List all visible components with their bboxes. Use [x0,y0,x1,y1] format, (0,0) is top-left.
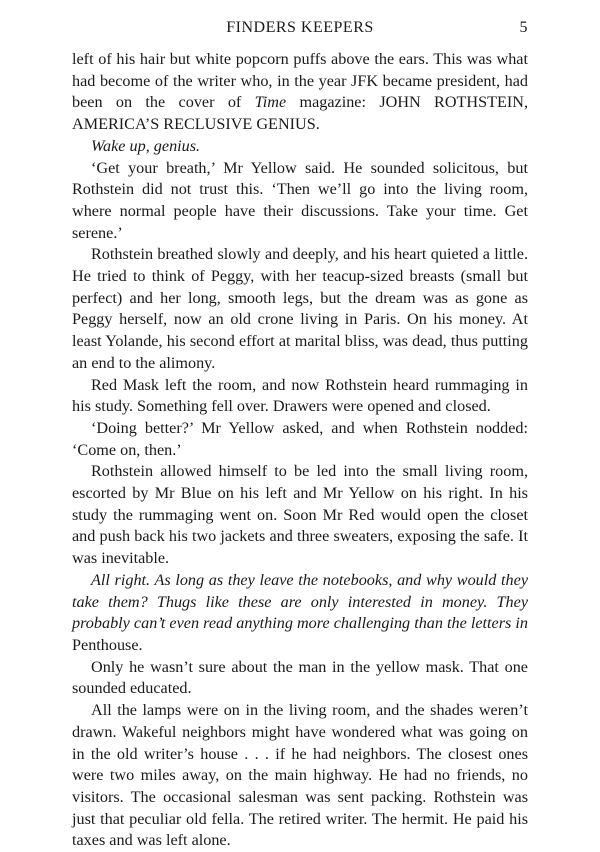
magazine-title: Penthouse. [72,635,143,654]
magazine-title: Time [254,93,287,112]
paragraph: Rothstein allowed himself to be led into the small living room, escorted by Mr Blue on his left and Mr Yellow on his right. In his study the rummaging went on. Soon Mr Red would open the closet and push back his two jackets and three sweaters, exposing the safe. It was inevitable. [72,462,528,568]
paragraph: Rothstein breathed slowly and deeply, and his heart quieted a little. He tried to think of Peggy, with her teacup-sized breasts (small but perfect) and her long, smooth legs, but the dream was as gone as Peggy herself, now an old crone living in Paris. On his money. At least Yolande, his second effort at marital bliss, was dead, thus putting an end to the alimony. [72,245,528,372]
paragraph: ‘Doing better?’ Mr Yellow asked, and when Rothstein nodded: ‘Come on, then.’ [72,418,528,459]
body-text [72,49,528,852]
paragraph: All the lamps were on in the living room, and the shades weren’t drawn. Wakeful neighbors might have wondered what was going on in the old writer’s house . . . if he had neighbors. The closest ones were two miles away, on the main highway. He had no friends, no visitors. The occasional salesman was sent packing. Rothstein was just that peculiar old fella. The retired writer. The hermit. He paid his taxes and was left alone. [72,701,528,850]
paragraph: ‘Get your breath,’ Mr Yellow said. He sounded solicitous, but Rothstein did not trust this. ‘Then we’ll go into the living room, where normal people have their discussions. Take your time. Get serene.’ [72,158,528,242]
running-head [72,19,528,41]
paragraph-italic: Wake up, genius. [91,136,201,155]
paragraph: Red Mask left the room, and now Rothstein heard rummaging in his study. Something fell over. Drawers were opened and closed. [72,375,528,416]
paragraph-italic: All right. As long as they leave the notebooks, and why would they take them? Thugs like these are only interested in money. They probably can’t even read anything more challenging than the letters in Penthouse. [72,570,528,654]
paragraph: Only he wasn’t sure about the man in the yellow mask. That one sounded educated. [72,657,528,698]
page-number: 5 [519,19,528,36]
running-title: FINDERS KEEPERS [226,19,374,36]
paragraph: left of his hair but white popcorn puffs above the ears. This was what had become of the writer who, in the year JFK became president, had been on the cover of Time magazine: JOHN ROTHSTEIN, AMERICA’S RECLUSIVE GENIUS. [72,50,529,134]
